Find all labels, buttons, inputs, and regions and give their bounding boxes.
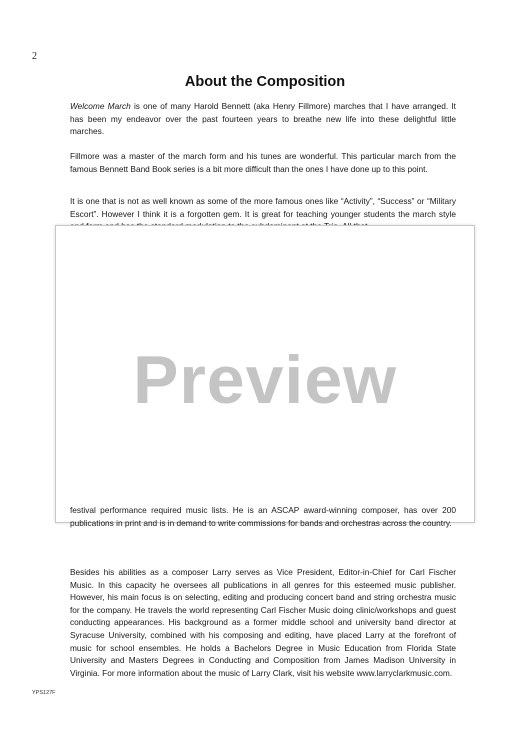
piece-title: Welcome March — [70, 101, 131, 111]
catalog-code: YPS127F — [32, 690, 56, 696]
preview-overlay — [55, 225, 475, 523]
paragraph-intro-text: is one of many Harold Bennett (aka Henry Fillmore) marches that I have arranged. It has been my endeavor over the past fourteen years to breathe new life into these delightful little marches. — [70, 101, 456, 137]
paragraph-biography: Besides his abilities as a composer Larry serves as Vice President, Editor-in-Chief for Carl Fischer Music. In this capacity he oversees all publications in all genres for this esteemed music publisher. However, his main focus is on selecting, editing and producing concert band and string orchestra music for the company. He travels the world representing Carl Fischer Music doing clinic/workshops and guest conducting appearances. His background as a former middle school and university band director at Syracuse University, combined with his composing and editing, have placed Larry at the forefront of music for school ensembles. He holds a Bachelors Degree in Music Education from Florida State University and Masters Degrees in Conducting and Composition from James Madison University in Virginia. For more information about the music of Larry Clark, visit his website www.larryclarkmusic.com. — [70, 567, 456, 678]
page-title: About the Composition — [184, 74, 346, 90]
paragraph-awards: festival performance required music lists. He is an ASCAP award-winning composer, has over 200 publications in print and is in demand to write commissions for bands and orchestras across the country. — [70, 505, 456, 528]
paragraph-forgotten-gem: It is one that is not as well known as some of the more famous ones like “Activity”, “Success” or “Military Escort”. However I think it is a forgotten gem. It is great for teaching younger students the march style — [70, 196, 456, 219]
page-number: 2 — [32, 51, 37, 62]
paragraph-intro — [70, 100, 456, 138]
preview-watermark: Preview — [132, 342, 398, 418]
paragraph-fillmore: Fillmore was a master of the march form and his tunes are wonderful. This particular march from the famous Bennett Band Book series is a bit more difficult than the ones I have done up to this point. — [70, 151, 456, 174]
